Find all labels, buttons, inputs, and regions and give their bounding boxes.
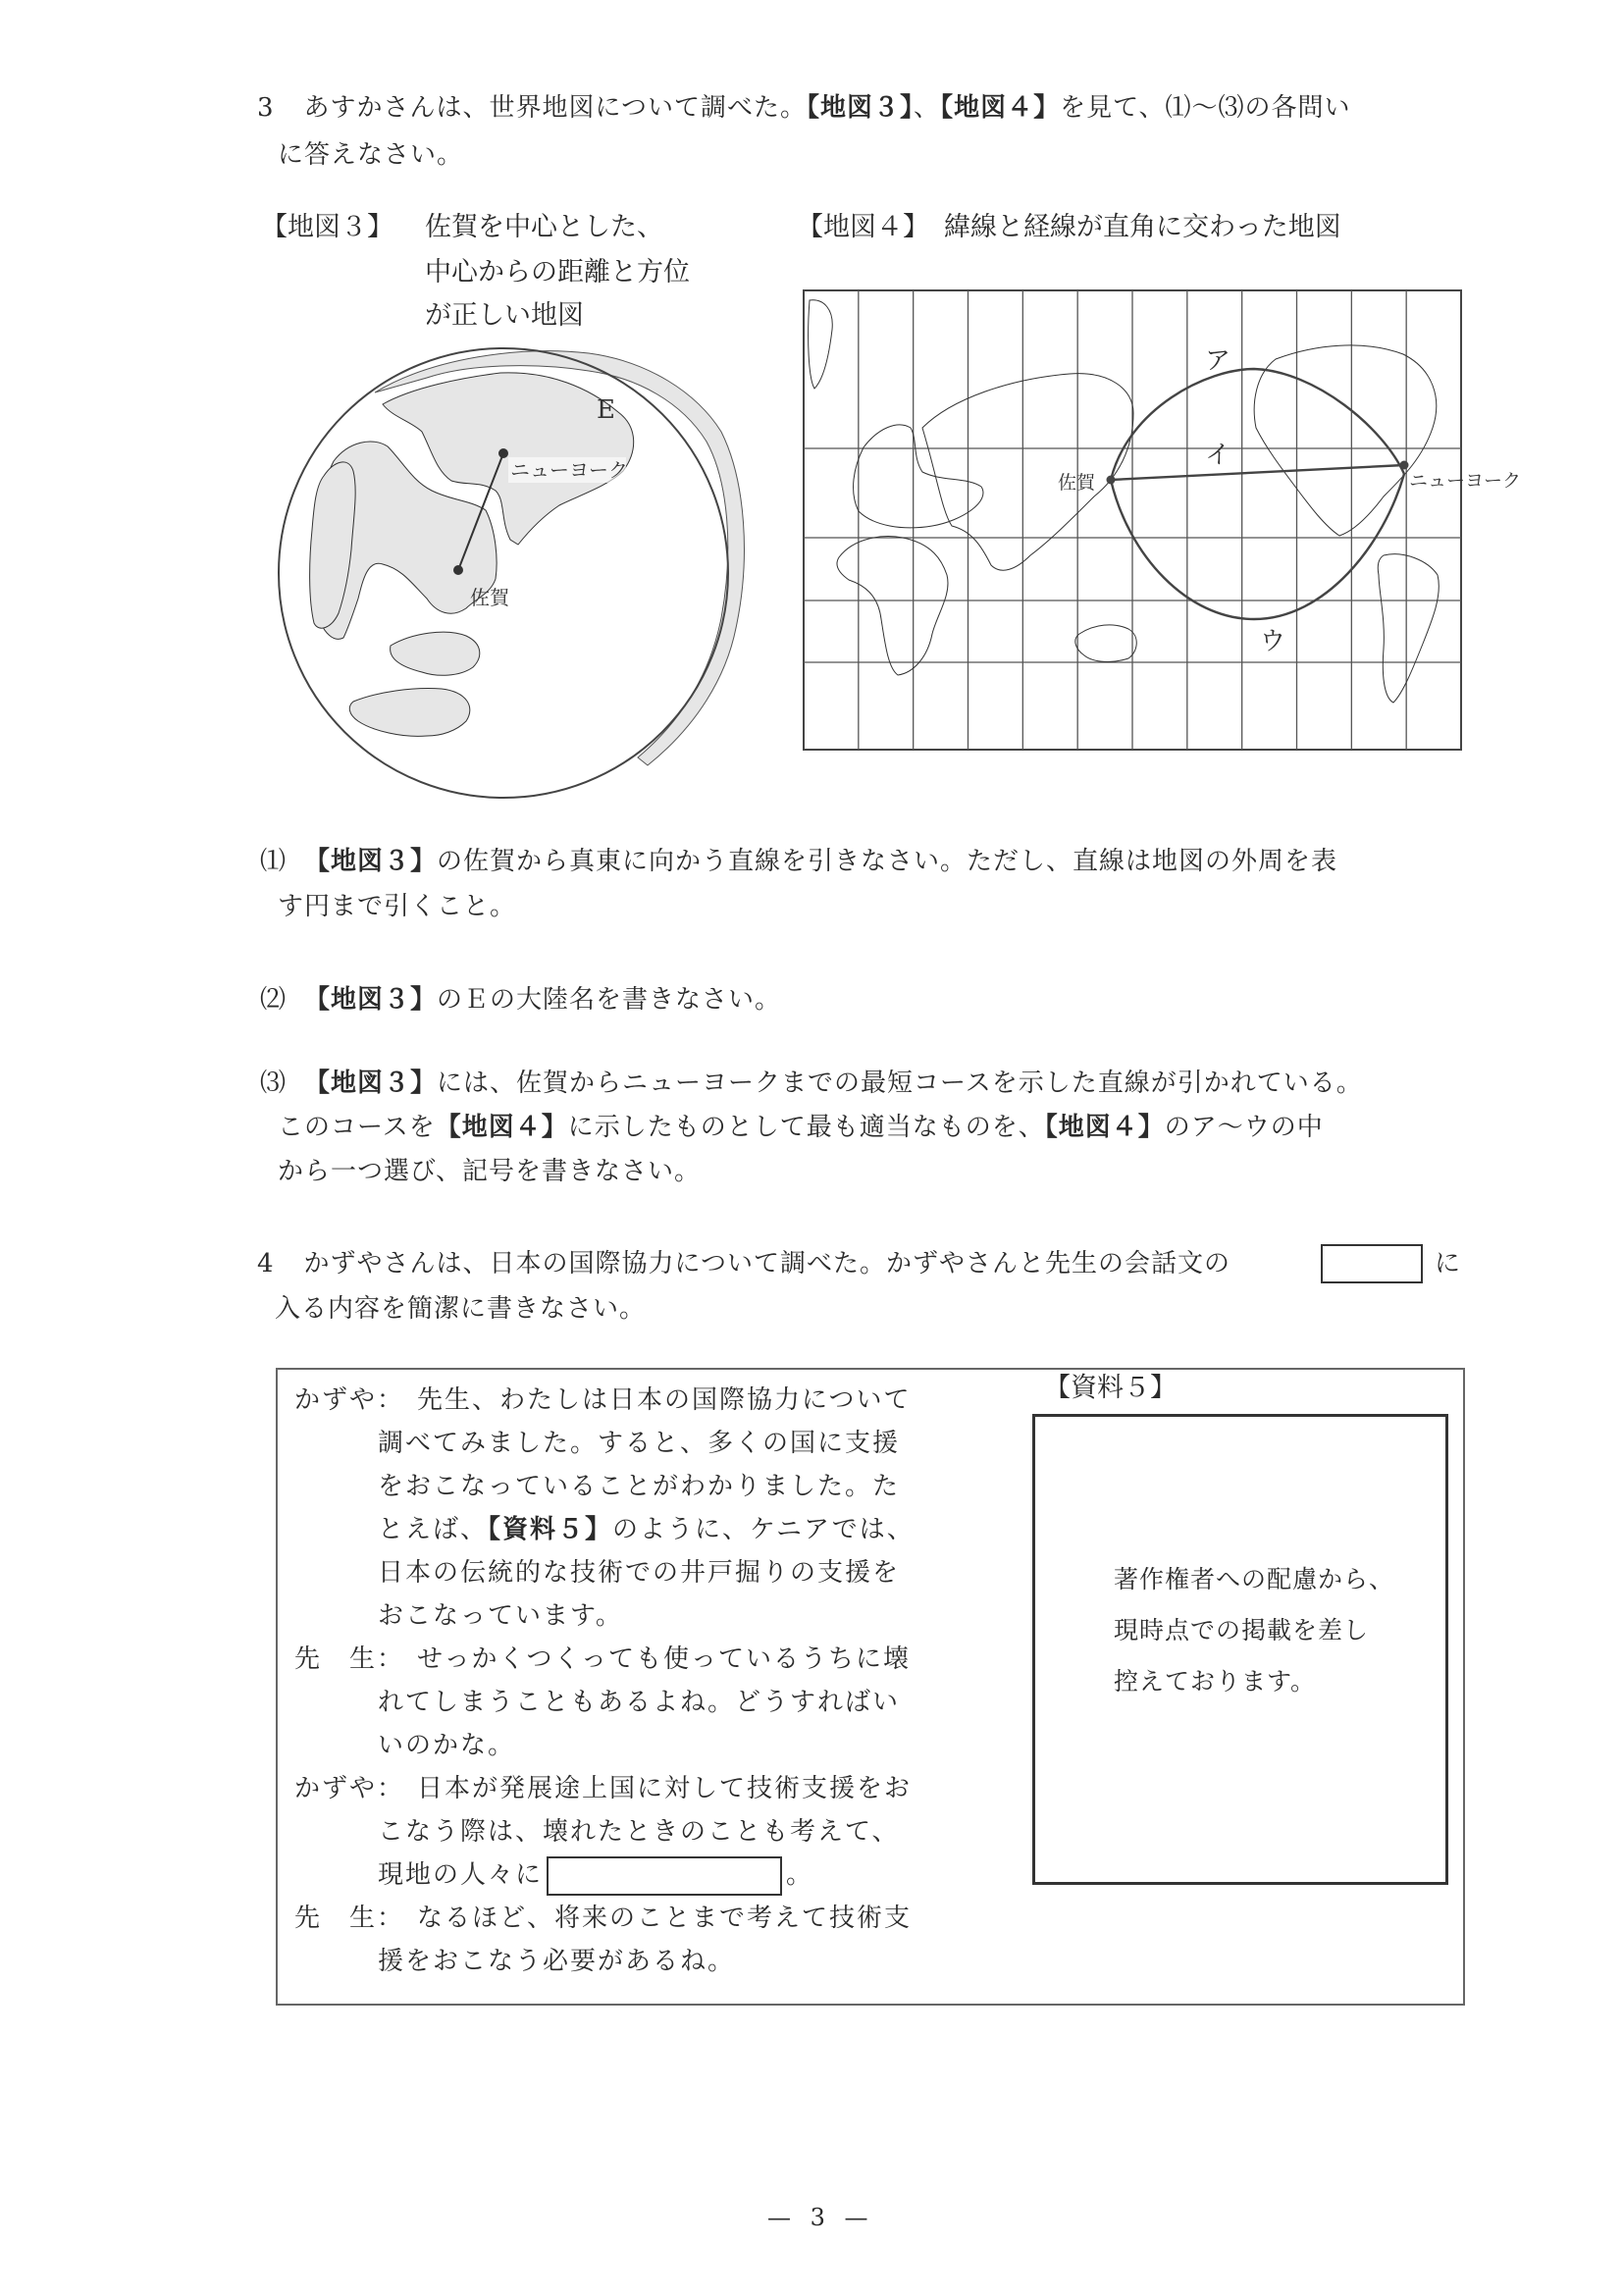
map3-newyork-label: ニューヨーク [510, 458, 628, 482]
map4-caption: 緯線と経線が直角に交わった地図 [944, 212, 1341, 242]
material5-notice-line2: 現時点での掲載を差し [1114, 1616, 1370, 1644]
dialogue-kazuya-1-line4-post: のように、ケニアでは、 [612, 1515, 915, 1544]
q3-sub2-line1 [260, 984, 781, 1016]
q3-intro-line2: に答えなさい。 [278, 140, 464, 170]
q3-separator: 、 [914, 93, 941, 123]
page-number: — 3 — [767, 2204, 874, 2231]
dialogue-speaker-teacher-2: 先 生： [294, 1904, 405, 1933]
map3-saga-label: 佐賀 [470, 586, 509, 609]
map3-caption-line2: 中心からの距離と方位 [425, 257, 690, 287]
q4-line1 [257, 1248, 1230, 1279]
q3-number: 3 [257, 93, 275, 123]
q3-sub3-line1 [260, 1068, 1363, 1099]
dialogue-kazuya-1-line6: おこなっています。 [378, 1601, 623, 1631]
map3-australia [391, 632, 480, 675]
material5-frame [1032, 1414, 1448, 1885]
map4-label-a: ア [1205, 346, 1231, 376]
map3-newyork-point [498, 448, 508, 458]
dialogue-kazuya-2-line3-pre: 現地の人々に [378, 1860, 544, 1890]
map4-label-u: ウ [1260, 627, 1286, 656]
q3-sub2-text1: のＥの大陸名を書きなさい。 [437, 985, 782, 1015]
material5-ref: 【資料５】 [488, 1515, 613, 1544]
q3-sub2-ref: 【地図３】 [304, 985, 438, 1015]
q3-sub1-number: ⑴ [260, 847, 288, 876]
map4-label: 【地図４】 [797, 212, 929, 242]
dialogue-speaker-teacher-1: 先 生： [294, 1644, 405, 1674]
answer-blank-box [547, 1856, 782, 1896]
map3-label: 【地図３】 [261, 212, 393, 242]
q3-sub3-line3: から一つ選び、記号を書きなさい。 [278, 1157, 701, 1186]
dialogue-kazuya-2-line3 [378, 1853, 813, 1897]
map4-label-i: イ [1205, 441, 1231, 470]
dialogue-teacher-2-line2: 援をおこなう必要があるね。 [378, 1947, 736, 1976]
material5-notice-line1: 著作権者への配慮から、 [1114, 1565, 1395, 1593]
q3-sub3-line2-pre: このコースを [278, 1113, 436, 1142]
dialogue-kazuya-1-line2: 調べてみました。すると、多くの国に支援 [378, 1429, 901, 1458]
q4-line1-text: かずやさんは、日本の国際協力について調べた。かずやさんと先生の会話文の [303, 1249, 1231, 1278]
map3-azimuthal-map [265, 334, 756, 805]
q4-blank-box [1321, 1244, 1423, 1283]
q3-intro-post: を見て、⑴～⑶の各問い [1060, 93, 1351, 123]
q3-sub1-ref: 【地図３】 [304, 847, 438, 876]
dialogue-kazuya-2-line3-post: 。 [786, 1860, 814, 1890]
map3-saga-point [453, 565, 463, 575]
dialogue-teacher-1-line2: れてしまうこともあるよね。どうすればい [378, 1688, 901, 1717]
map4-saga-point [1107, 476, 1116, 485]
dialogue-kazuya-1-line4 [378, 1508, 915, 1551]
dialogue-teacher-2-line1: なるほど、将来のことまで考えて技術支 [417, 1904, 913, 1933]
dialogue-kazuya-1-line1: 先生、わたしは日本の国際協力について [417, 1385, 912, 1415]
dialogue-speaker-kazuya-2: かずや： [294, 1774, 405, 1803]
q3-sub1-text1: の佐賀から真東に向かう直線を引きなさい。ただし、直線は地図の外周を表 [437, 847, 1338, 876]
dialogue-kazuya-2-line1: 日本が発展途上国に対して技術支援をお [417, 1774, 913, 1803]
material5-notice-line3: 控えております。 [1114, 1667, 1317, 1696]
q3-sub3-text1: には、佐賀からニューヨークまでの最短コースを示した直線が引かれている。 [437, 1069, 1363, 1098]
q3-map3-ref: 【地図３】 [807, 93, 915, 123]
q3-sub3-line2 [278, 1112, 1324, 1143]
map4-mercator-map [795, 281, 1531, 761]
map4-saga-label: 佐賀 [1058, 472, 1096, 494]
map4-newyork-label: ニューヨーク [1409, 470, 1522, 492]
map3-caption-line3: が正しい地図 [425, 300, 584, 331]
q3-map4-ref: 【地図４】 [940, 93, 1061, 123]
q3-sub3-line2-mid: に示したものとして最も適当なものを、 [567, 1113, 1045, 1142]
q4-line1-post: に [1435, 1249, 1462, 1278]
q4-line2: 入る内容を簡潔に書きなさい。 [275, 1294, 647, 1324]
q3-sub2-number: ⑵ [260, 985, 288, 1015]
dialogue-speaker-kazuya-1: かずや： [294, 1385, 405, 1415]
q3-intro-text: あすかさんは、世界地図について調べた。 [303, 93, 808, 123]
q3-sub3-map4-ref2: 【地図４】 [1044, 1113, 1165, 1142]
dialogue-teacher-1-line3: いのかな。 [378, 1731, 516, 1760]
q4-number: 4 [257, 1249, 275, 1278]
map3-letter-e: E [597, 395, 615, 425]
q3-sub3-line2-post: のア～ウの中 [1164, 1113, 1324, 1142]
dialogue-kazuya-1-line3: をおこなっていることがわかりました。た [378, 1472, 901, 1501]
material5-label: 【資料５】 [1044, 1373, 1177, 1403]
q3-sub1-line2: す円まで引くこと。 [278, 892, 517, 921]
dialogue-teacher-1-line1: せっかくつくっても使っているうちに壊 [417, 1644, 911, 1674]
map4-newyork-point [1400, 461, 1409, 470]
q3-sub3-map4-ref1: 【地図４】 [435, 1113, 568, 1142]
q3-sub1-line1 [260, 846, 1337, 877]
q3-intro-line1 [257, 92, 1351, 124]
q3-sub3-number: ⑶ [260, 1069, 288, 1098]
dialogue-kazuya-1-line4-pre: とえば、 [378, 1515, 489, 1544]
q3-sub3-ref: 【地図３】 [304, 1069, 438, 1098]
map3-antarctica [349, 689, 470, 737]
dialogue-kazuya-2-line2: こなう際は、壊れたときのことも考えて、 [378, 1817, 900, 1847]
dialogue-kazuya-1-line5: 日本の伝統的な技術での井戸掘りの支援を [378, 1558, 901, 1588]
map3-caption-line1: 佐賀を中心とした、 [425, 212, 663, 242]
